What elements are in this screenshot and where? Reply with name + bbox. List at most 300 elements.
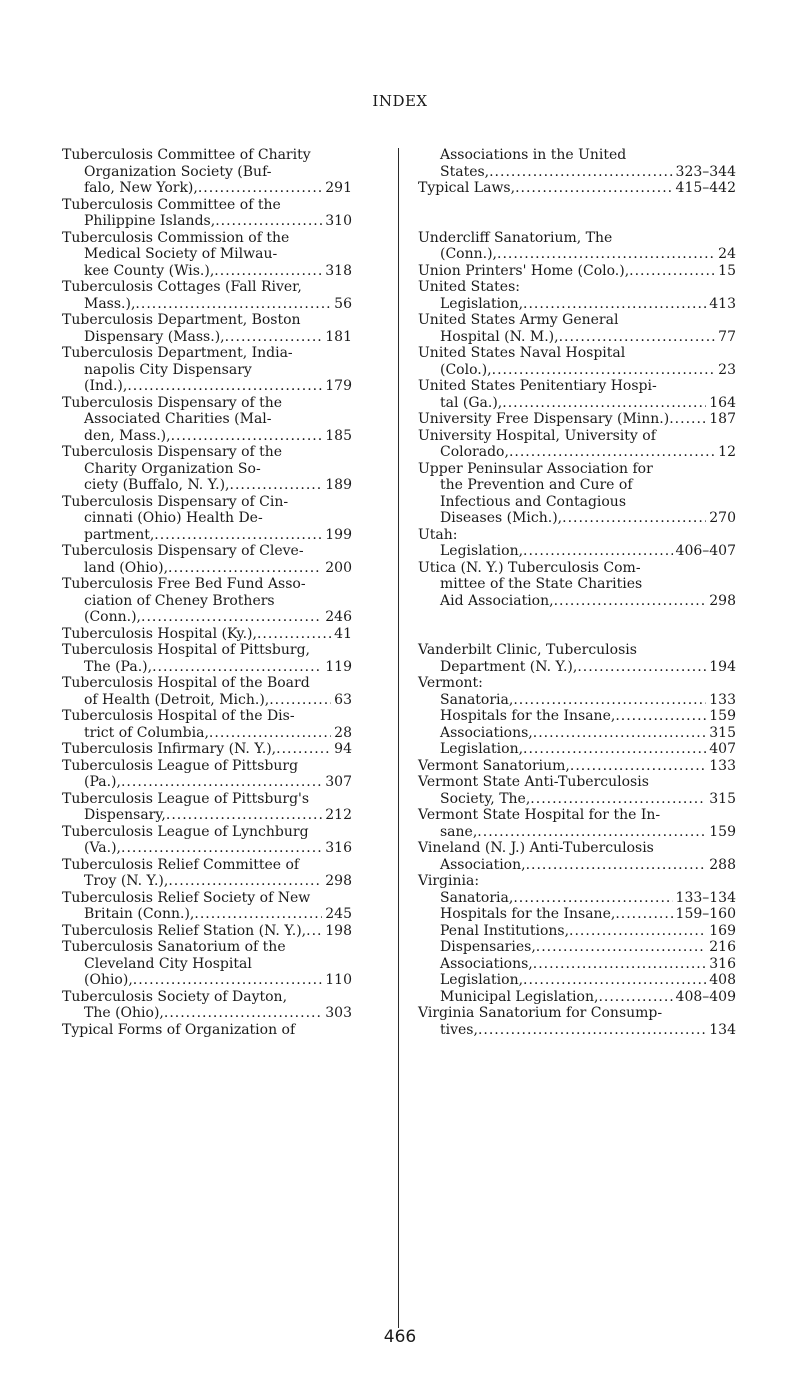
dot-leader [598,989,672,1006]
entry-text: ciety (Buffalo, N. Y.), [84,477,230,493]
dot-leader [523,543,673,560]
entry-text: The (Pa.), [84,658,153,675]
entry-text: Undercliff Sanatorium, The [418,229,613,246]
index-text-line [418,807,736,824]
entry-text: Diseases (Mich.), [440,510,563,526]
index-text-line [62,147,352,164]
entry-page: 413 [709,295,736,312]
entry-page: 134 [709,1021,736,1038]
page-number: 466 [383,1327,417,1347]
entry-text: Philippine Islands, [84,213,216,229]
entry-text: (Conn.), [440,246,497,262]
index-entry [418,246,736,263]
entry-text: Aid Association, [440,592,554,609]
dot-leader [166,807,322,824]
dot-leader [152,659,322,676]
entry-text: napolis City Dispensary [84,361,252,378]
entry-page: 415–442 [675,180,736,196]
entry-text: Hospital (N. M.), [440,328,559,345]
index-text-line [62,675,352,692]
entry-text: Dispensary, [84,807,166,823]
entry-text: ciation of Cheney Brothers [84,592,275,609]
entry-text: Hospitals for the Insane, [440,708,616,724]
dot-leader [559,329,716,346]
dot-leader [141,609,322,626]
index-text-line [62,197,352,214]
entry-page: 316 [709,955,736,972]
entry-text: Tuberculosis Relief Station (N. Y.), [62,922,307,939]
entry-text: Infectious and Contagious [440,493,627,510]
entry-text: United States Army General [418,312,619,328]
entry-text: Cleveland City Hospital [84,955,252,972]
dot-leader [121,774,322,791]
index-text-line [418,147,736,164]
entry-page: 198 [325,922,352,939]
index-text-line [62,642,352,659]
entry-page: 303 [325,1005,352,1021]
entry-text: Association, [440,856,526,873]
index-entry [418,444,736,461]
index-text-line [418,230,736,247]
entry-text: tal (Ga.), [440,394,503,411]
entry-text: Britain (Conn.), [84,906,195,922]
entry-text: Tuberculosis Commission of the [62,229,290,246]
entry-text: Tuberculosis Cottages (Fall River, [62,279,302,295]
dot-leader [615,906,672,923]
index-text-line [62,312,352,329]
index-text-line [418,1005,736,1022]
dot-leader [562,510,706,527]
entry-page: 24 [718,246,736,262]
dot-leader [523,972,706,989]
index-entry [418,263,736,280]
entry-text: (Va.), [84,840,121,856]
entry-text: tives, [440,1021,478,1038]
index-text-line [62,939,352,956]
entry-text: Tuberculosis Dispensary of Cleve- [62,543,304,559]
index-text-line [62,857,352,874]
index-text-line [62,279,352,296]
index-entry [418,890,736,907]
index-text-line [62,543,352,560]
entry-page: 15 [718,262,736,279]
index-entry [418,659,736,676]
index-entry [62,560,352,577]
dot-leader [135,296,331,313]
entry-page: 270 [709,510,736,526]
index-entry [62,263,352,280]
left-column [62,147,352,1038]
entry-text: mittee of the State Charities [440,576,643,592]
entry-text: Tuberculosis Committee of Charity [62,147,311,163]
dot-leader [194,906,322,923]
index-entry [418,906,736,923]
index-entry [62,774,352,791]
entry-page: 159–160 [675,906,736,922]
entry-text: Tuberculosis Hospital of Pittsburg, [62,642,310,658]
index-entry [418,362,736,379]
entry-text: Mass.), [84,295,136,312]
dot-leader [477,824,706,841]
index-text-line [62,593,352,610]
dot-leader [127,378,322,395]
index-text-line [418,345,736,362]
dot-leader [269,692,331,709]
index-entry [418,989,736,1006]
index-entry [418,725,736,742]
entry-page: 315 [709,790,736,807]
dot-leader [133,972,322,989]
index-entry [62,213,352,230]
entry-text: land (Ohio), [84,559,169,576]
dot-leader [629,263,715,280]
index-text-line [62,1022,352,1039]
entry-text: Virginia: [418,873,480,889]
page-header: INDEX [372,92,428,110]
entry-page: 77 [718,328,736,345]
right-column [418,147,736,1038]
entry-text: Department (N. Y.), [440,658,578,675]
entry-page: 12 [718,444,736,460]
index-text-line [62,395,352,412]
entry-page: 200 [325,559,352,576]
dot-leader [225,329,323,346]
dot-leader [523,741,706,758]
entry-page: 159 [709,823,736,840]
entry-text: Virginia Sanatorium for Consump- [418,1005,663,1021]
entry-text: trict of Columbia, [84,724,209,741]
entry-page: 169 [709,922,736,939]
entry-text: (Conn.), [84,609,141,625]
entry-text: Vanderbilt Clinic, Tuberculosis [418,642,637,658]
index-entry [62,659,352,676]
index-entry [418,164,736,181]
entry-text: den, Mass.), [84,427,171,444]
entry-text: Tuberculosis Hospital of the Board [62,675,310,691]
entry-page: 133 [709,757,736,774]
entry-text: Dispensaries, [440,939,536,955]
entry-text: Associations, [440,724,533,741]
index-entry [418,824,736,841]
column-divider [398,148,399,1328]
entry-text: (Ohio), [84,972,133,988]
index-entry [62,972,352,989]
entry-text: cinnati (Ohio) Health De- [84,510,263,526]
dot-leader [513,890,672,907]
entry-text: United States: [418,279,520,295]
entry-text: Legislation, [440,741,524,757]
index-entry [418,593,736,610]
entry-page: 28 [334,724,352,741]
index-entry [62,692,352,709]
entry-text: Tuberculosis League of Lynchburg [62,823,309,840]
entry-text: Associations, [440,955,533,972]
entry-text: Charity Organization So- [84,460,261,477]
index-text-line [418,576,736,593]
entry-text: Tuberculosis Committee of the [62,196,281,213]
entry-text: Tuberculosis Sanatorium of the [62,939,286,955]
entry-text: The (Ohio), [84,1005,164,1021]
index-text-line [62,989,352,1006]
entry-text: United States Penitentiary Hospi- [418,378,657,394]
index-text-line [62,824,352,841]
entry-text: sane, [440,823,478,840]
entry-text: States, [440,163,490,180]
entry-page: 185 [325,427,352,444]
entry-text: Upper Peninsular Association for [418,460,653,477]
entry-text: partment, [84,526,155,543]
index-entry [62,378,352,395]
entry-page: 408 [709,972,736,988]
dot-leader [536,939,706,956]
entry-text: Tuberculosis League of Pittsburg [62,757,299,774]
entry-page: 41 [334,625,352,642]
entry-page: 194 [709,658,736,675]
entry-page: 159 [709,708,736,724]
entry-text: Associations in the United [440,147,627,163]
index-entry [62,840,352,857]
entry-page: 315 [709,724,736,741]
dot-leader [509,444,715,461]
index-text-line [62,956,352,973]
entry-text: Utica (N. Y.) Tuberculosis Com- [418,559,641,576]
entry-text: the Prevention and Cure of [440,477,633,493]
index-entry [62,906,352,923]
index-entry [418,708,736,725]
entry-text: Associated Charities (Mal- [84,411,272,427]
entry-text: Troy (N. Y.), [84,873,169,889]
entry-text: Dispensary (Mass.), [84,328,225,345]
entry-text: Tuberculosis Society of Dayton, [62,988,288,1005]
entry-page: 298 [325,873,352,889]
index-entry [418,791,736,808]
dot-leader [306,923,322,940]
index-text-line [418,774,736,791]
entry-text: Society, The, [440,790,531,807]
index-entry [418,923,736,940]
index-text-line [62,510,352,527]
index-text-line [62,345,352,362]
index-entry [418,180,736,197]
index-text-line [418,312,736,329]
entry-text: Penal Institutions, [440,922,570,939]
dot-leader [669,411,706,428]
entry-text: falo, New York), [84,180,198,196]
dot-leader [154,527,322,544]
entry-page: 199 [325,526,352,543]
index-text-line [62,230,352,247]
index-entry [418,1022,736,1039]
entry-text: United States Naval Hospital [418,345,626,361]
index-text-line [418,477,736,494]
index-entry [418,758,736,775]
entry-text: Tuberculosis Department, Boston [62,312,301,328]
index-entry [62,741,352,758]
dot-leader [515,180,672,197]
index-text-line [62,411,352,428]
dot-leader [523,296,706,313]
entry-page: 181 [325,328,352,345]
entry-text: University Free Dispensary (Minn.) [418,411,670,427]
entry-text: Tuberculosis Hospital of the Dis- [62,708,295,724]
entry-page: 291 [325,180,352,196]
entry-text: Legislation, [440,972,524,988]
entry-text: Sanatoria, [440,691,514,708]
index-text-line [62,164,352,181]
dot-leader [497,246,715,263]
entry-page: 407 [709,741,736,757]
entry-page: 318 [325,262,352,279]
entry-page: 245 [325,906,352,922]
dot-leader [164,1005,322,1022]
dot-leader [209,725,331,742]
entry-page: 406–407 [675,543,736,559]
index-text-line [62,444,352,461]
dot-leader [478,1022,706,1039]
entry-text: Municipal Legislation, [440,988,599,1005]
index-entry [418,692,736,709]
index-text-line [418,840,736,857]
dot-leader [615,708,706,725]
entry-text: (Ind.), [84,378,128,394]
index-entry [62,329,352,346]
dot-leader [168,873,322,890]
index-entry [418,857,736,874]
entry-text: Sanatoria, [440,889,514,906]
entry-text: Tuberculosis Dispensary of the [62,444,283,460]
dot-leader [230,477,323,494]
entry-page: 110 [325,972,352,988]
index-entry [418,395,736,412]
entry-page: 323–344 [675,163,736,180]
entry-text: kee County (Wis.), [84,262,215,279]
entry-page: 119 [325,658,352,675]
index-entry [62,626,352,643]
dot-leader [570,758,706,775]
index-text-line [418,560,736,577]
dot-leader [526,857,707,874]
index-entry [62,923,352,940]
dot-leader [554,593,707,610]
entry-text: of Health (Detroit, Mich.), [84,691,270,708]
entry-page: 246 [325,609,352,625]
index-text-line [418,428,736,445]
dot-leader [533,956,707,973]
entry-text: Vermont Sanatorium, [418,757,570,774]
entry-text: Tuberculosis Department, India- [62,345,293,361]
entry-text: Vineland (N. J.) Anti-Tuberculosis [418,840,654,856]
dot-leader [577,659,706,676]
entry-page: 94 [334,741,352,757]
dot-leader [533,725,707,742]
index-entry [418,741,736,758]
index-entry [418,296,736,313]
entry-text: Tuberculosis Infirmary (N. Y.), [62,741,277,757]
entry-page: 187 [709,411,736,427]
index-entry [418,543,736,560]
entry-page: 133–134 [675,889,736,906]
entry-text: Tuberculosis League of Pittsburg's [62,790,310,807]
entry-page: 23 [718,361,736,378]
entry-gap [418,197,736,230]
entry-text: Union Printers' Home (Colo.), [418,262,630,279]
entry-text: Legislation, [440,295,524,312]
dot-leader [530,791,706,808]
index-entry [62,725,352,742]
entry-page: 179 [325,378,352,394]
index-entry [62,180,352,197]
index-entry [418,329,736,346]
dot-leader [513,692,706,709]
entry-page: 212 [325,807,352,823]
index-text-line [62,791,352,808]
index-text-line [62,890,352,907]
entry-page: 164 [709,394,736,411]
index-entry [418,411,736,428]
index-text-line [418,527,736,544]
dot-leader [257,626,331,643]
entry-page: 133 [709,691,736,708]
entry-page: 216 [709,939,736,955]
entry-page: 298 [709,592,736,609]
index-text-line [62,246,352,263]
dot-leader [121,840,322,857]
entry-text: (Pa.), [84,774,121,790]
entry-page: 63 [334,691,352,708]
index-text-line [62,576,352,593]
entry-text: Utah: [418,526,458,543]
index-entry [62,873,352,890]
index-text-line [62,461,352,478]
entry-page: 189 [325,477,352,493]
entry-text: Vermont: [418,675,483,691]
entry-page: 288 [709,856,736,873]
index-text-line [418,279,736,296]
entry-page: 408–409 [675,988,736,1005]
dot-leader [198,180,322,197]
dot-leader [276,741,331,758]
index-text-line [418,675,736,692]
dot-leader [168,560,322,577]
entry-page: 310 [325,213,352,229]
entry-text: Tuberculosis Relief Committee of [62,856,300,873]
entry-text: Tuberculosis Dispensary of Cin- [62,493,289,510]
dot-leader [569,923,706,940]
index-entry [418,972,736,989]
entry-text: Typical Forms of Organization of [62,1021,296,1038]
index-entry [62,609,352,626]
entry-text: Tuberculosis Dispensary of the [62,394,283,411]
entry-text: Tuberculosis Hospital (Ky.), [62,625,257,642]
index-entry [418,510,736,527]
entry-page: 56 [334,295,352,312]
dot-leader [171,428,323,445]
index-text-line [418,494,736,511]
index-text-line [418,642,736,659]
entry-page: 307 [325,774,352,790]
index-text-line [62,758,352,775]
entry-text: Legislation, [440,543,524,559]
entry-text: Tuberculosis Relief Society of New [62,889,311,906]
entry-page: 316 [325,840,352,856]
dot-leader [492,362,716,379]
entry-text: Hospitals for the Insane, [440,906,616,922]
index-entry [62,296,352,313]
index-text-line [418,873,736,890]
dot-leader [214,263,322,280]
index-entry [418,939,736,956]
index-entry [62,428,352,445]
